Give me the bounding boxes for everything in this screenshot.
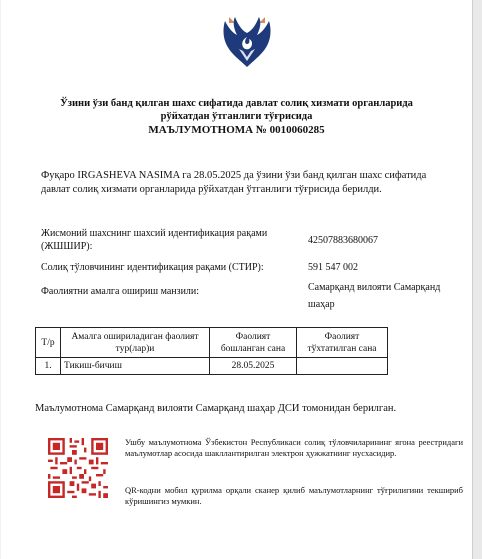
window-margin (473, 0, 482, 559)
address-value: Самарқанд вилояти Самарқанд шаҳар (308, 282, 441, 310)
header-number: Т/р (36, 328, 61, 358)
table-row (36, 358, 388, 375)
electronic-copy-note: Ушбу маълумотнома Ўзбекистон Республикаси солиқ тўловчиларининг ягона реестридаги маълумотлар асосида шакллантирилган электрон ҳужжатнинг нусхасидир. (125, 437, 463, 458)
tax-committee-eagle-logo (219, 13, 275, 69)
header-start-date: Фаолият бошланган сана (210, 328, 297, 358)
cell-start-date: 28.05.2025 (210, 358, 297, 375)
header-end-date: Фаолият тўхтатилган сана (297, 328, 388, 358)
qr-verification-note: QR-кодни мобил қурилма орқали сканер қилиб маълумотларнинг тўғрилигини текшириб кўришингиз мумкин. (125, 485, 463, 506)
activity-table (35, 327, 388, 375)
pinfl-value: 42507883680067 (308, 235, 378, 246)
intro-paragraph: Фуқаро IRGASHEVA NASIMA га 28.05.2025 да ўзини ўзи банд қилган шахс сифатида давлат солиқ хизмати органларида рўйхатдан ўтганлиги тўғрисида берилди. (41, 170, 427, 195)
tin-label: Солиқ тўловчининг идентификация рақами (СТИР): (41, 262, 264, 273)
address-label: Фаолиятни амалга ошириш манзили: (41, 286, 200, 297)
document-page (1, 0, 473, 559)
header-activity-type: Амалга ошириладиган фаолият тур(лар)и (61, 328, 210, 358)
pinfl-label: Жисмоний шахснинг шахсий идентификация рақами (ЖШШИР): (41, 228, 268, 252)
title-line-1: Ўзини ўзи банд қилган шахс сифатида давлат солиқ хизмати органларида (60, 98, 413, 109)
issued-by-statement: Маълумотнома Самарқанд вилояти Самарқанд шаҳар ДСИ томонидан берилган. (35, 403, 397, 414)
tin-value: 591 547 002 (308, 262, 358, 273)
cell-end-date (297, 358, 388, 375)
table-header-row (36, 328, 388, 358)
title-line-2: рўйхатдан ўтганлиги тўғрисида (160, 111, 313, 122)
certificate-number: МАЪЛУМОТНОМА № 0010060285 (148, 124, 325, 136)
cell-activity-type: Тикиш-бичиш (61, 358, 210, 375)
qr-code[interactable] (48, 438, 108, 498)
cell-number: 1. (36, 358, 61, 375)
